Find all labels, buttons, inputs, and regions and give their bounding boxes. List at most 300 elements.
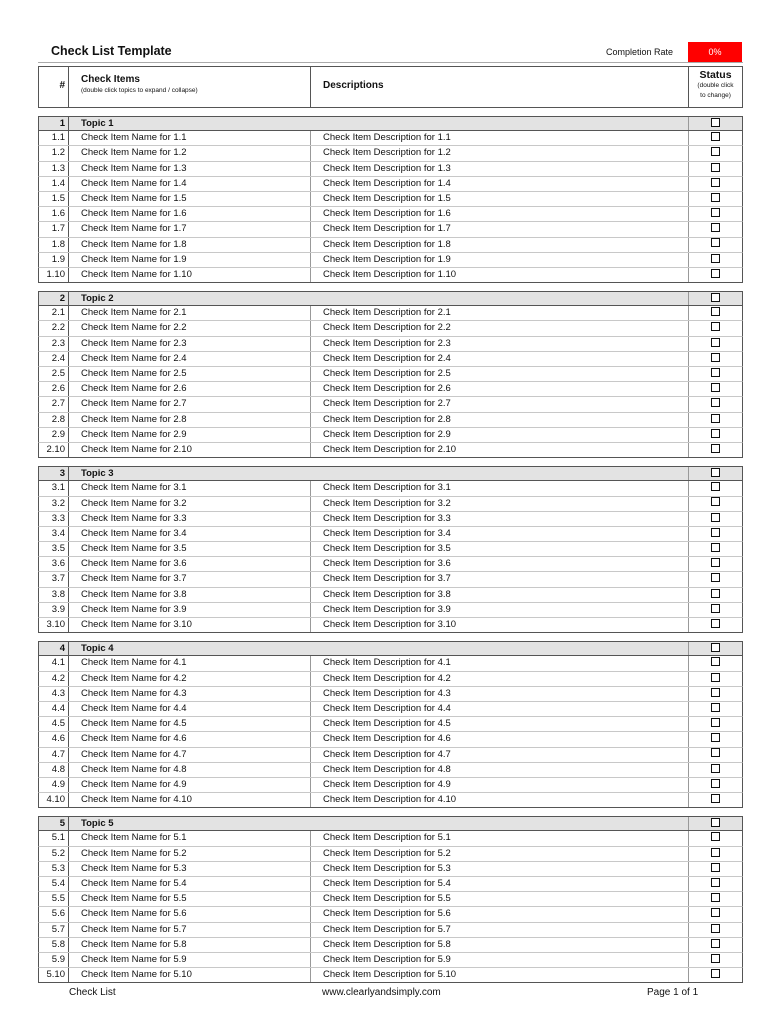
table-row (38, 732, 743, 747)
checkbox-icon[interactable] (711, 832, 720, 841)
item-number: 3.10 (39, 618, 69, 632)
table-row (38, 862, 743, 877)
table-row (38, 367, 743, 382)
item-description: Check Item Description for 1.10 (311, 268, 689, 282)
status-cell (689, 572, 742, 586)
table-row (38, 428, 743, 443)
item-number: 5.2 (39, 847, 69, 861)
table-row (38, 748, 743, 763)
table-row (38, 413, 743, 428)
item-name: Check Item Name for 1.9 (69, 253, 311, 267)
header-check-items (69, 67, 311, 107)
status-cell (689, 862, 742, 876)
status-cell (689, 907, 742, 921)
item-description: Check Item Description for 2.4 (311, 352, 689, 366)
status-cell (689, 953, 742, 967)
item-description: Check Item Description for 5.3 (311, 862, 689, 876)
item-name: Check Item Name for 3.2 (69, 497, 311, 511)
status-cell (689, 467, 742, 480)
item-description: Check Item Description for 5.5 (311, 892, 689, 906)
item-description: Check Item Description for 5.7 (311, 923, 689, 937)
item-number: 4.3 (39, 687, 69, 701)
header-check-items-label: Check Items (81, 74, 140, 85)
status-cell (689, 397, 742, 411)
table-row (38, 892, 743, 907)
item-name: Check Item Name for 5.10 (69, 968, 311, 982)
item-name: Check Item Name for 2.6 (69, 382, 311, 396)
table-row (38, 497, 743, 512)
status-cell (689, 732, 742, 746)
status-cell (689, 588, 742, 602)
checkbox-icon[interactable] (711, 497, 720, 506)
status-cell (689, 642, 742, 655)
status-cell (689, 443, 742, 457)
item-number: 3.6 (39, 557, 69, 571)
item-name: Check Item Name for 4.3 (69, 687, 311, 701)
table-row (38, 146, 743, 161)
checkbox-icon[interactable] (711, 764, 720, 773)
table-row (38, 877, 743, 892)
checkbox-icon[interactable] (711, 848, 720, 857)
checkbox-icon[interactable] (711, 543, 720, 552)
item-name: Check Item Name for 3.8 (69, 588, 311, 602)
table-row (38, 321, 743, 336)
item-number: 1.7 (39, 222, 69, 236)
table-row (38, 847, 743, 862)
page-title: Check List Template (51, 44, 172, 58)
table-row (38, 542, 743, 557)
checkbox-icon[interactable] (711, 223, 720, 232)
item-name: Check Item Name for 4.4 (69, 702, 311, 716)
checkbox-icon[interactable] (711, 338, 720, 347)
status-cell (689, 352, 742, 366)
status-cell (689, 557, 742, 571)
table-row (38, 938, 743, 953)
item-description: Check Item Description for 2.9 (311, 428, 689, 442)
item-name: Check Item Name for 4.7 (69, 748, 311, 762)
footer-left: Check List (69, 987, 116, 998)
table-row (38, 177, 743, 192)
item-name: Check Item Name for 1.7 (69, 222, 311, 236)
status-cell (689, 413, 742, 427)
item-number: 3.9 (39, 603, 69, 617)
item-number: 2.1 (39, 306, 69, 320)
table-row (38, 907, 743, 922)
checkbox-icon[interactable] (711, 307, 720, 316)
item-number: 4.10 (39, 793, 69, 807)
status-cell (689, 603, 742, 617)
table-row (38, 763, 743, 778)
item-name: Check Item Name for 2.10 (69, 443, 311, 457)
item-description: Check Item Description for 1.5 (311, 192, 689, 206)
status-cell (689, 892, 742, 906)
topic-row[interactable] (38, 641, 743, 656)
item-name: Check Item Name for 2.1 (69, 306, 311, 320)
item-number: 1.1 (39, 131, 69, 145)
topic-row[interactable] (38, 816, 743, 831)
item-name: Check Item Name for 2.3 (69, 337, 311, 351)
status-cell (689, 146, 742, 160)
status-cell (689, 817, 742, 830)
checkbox-icon[interactable] (711, 924, 720, 933)
checkbox-icon[interactable] (711, 118, 720, 127)
checkbox-icon[interactable] (711, 322, 720, 331)
item-number: 3.3 (39, 512, 69, 526)
checkbox-icon[interactable] (711, 558, 720, 567)
status-cell (689, 238, 742, 252)
item-number: 2.7 (39, 397, 69, 411)
item-number: 5.6 (39, 907, 69, 921)
table-row (38, 192, 743, 207)
item-name: Check Item Name for 2.9 (69, 428, 311, 442)
item-name: Check Item Name for 5.1 (69, 831, 311, 845)
item-description: Check Item Description for 2.2 (311, 321, 689, 335)
checkbox-icon[interactable] (711, 939, 720, 948)
item-name: Check Item Name for 4.10 (69, 793, 311, 807)
topic-group (38, 816, 743, 983)
item-number: 4.6 (39, 732, 69, 746)
table-row (38, 481, 743, 496)
item-description: Check Item Description for 3.7 (311, 572, 689, 586)
item-description: Check Item Description for 3.3 (311, 512, 689, 526)
item-number: 5.10 (39, 968, 69, 982)
status-cell (689, 253, 742, 267)
checkbox-icon[interactable] (711, 908, 720, 917)
table-row (38, 793, 743, 808)
topics-container (38, 116, 743, 983)
checkbox-icon[interactable] (711, 132, 720, 141)
table-row (38, 382, 743, 397)
table-row (38, 337, 743, 352)
topic-group (38, 641, 743, 808)
table-row (38, 603, 743, 618)
checkbox-icon[interactable] (711, 604, 720, 613)
item-name: Check Item Name for 1.5 (69, 192, 311, 206)
item-description: Check Item Description for 2.3 (311, 337, 689, 351)
status-cell (689, 831, 742, 845)
item-description: Check Item Description for 4.5 (311, 717, 689, 731)
table-row (38, 131, 743, 146)
item-name: Check Item Name for 4.9 (69, 778, 311, 792)
item-number: 4.7 (39, 748, 69, 762)
item-number: 3.5 (39, 542, 69, 556)
item-name: Check Item Name for 4.6 (69, 732, 311, 746)
item-name: Check Item Name for 3.5 (69, 542, 311, 556)
status-cell (689, 321, 742, 335)
item-number: 5.9 (39, 953, 69, 967)
checkbox-icon[interactable] (711, 718, 720, 727)
item-description: Check Item Description for 4.6 (311, 732, 689, 746)
item-description: Check Item Description for 2.6 (311, 382, 689, 396)
status-cell (689, 717, 742, 731)
topic-group (38, 116, 743, 283)
checkbox-icon[interactable] (711, 269, 720, 278)
table-row (38, 572, 743, 587)
table-row (38, 672, 743, 687)
checkbox-icon[interactable] (711, 429, 720, 438)
item-name: Check Item Name for 2.4 (69, 352, 311, 366)
item-description: Check Item Description for 4.1 (311, 656, 689, 670)
item-number: 3.4 (39, 527, 69, 541)
item-description: Check Item Description for 1.6 (311, 207, 689, 221)
item-name: Check Item Name for 1.10 (69, 268, 311, 282)
table-row (38, 238, 743, 253)
checkbox-icon[interactable] (711, 414, 720, 423)
topic-row[interactable] (38, 291, 743, 306)
status-cell (689, 306, 742, 320)
checkbox-icon[interactable] (711, 589, 720, 598)
table-row (38, 397, 743, 412)
item-number: 4.2 (39, 672, 69, 686)
item-number: 5.3 (39, 862, 69, 876)
checkbox-icon[interactable] (711, 619, 720, 628)
item-description: Check Item Description for 5.10 (311, 968, 689, 982)
topic-number: 3 (39, 467, 69, 480)
item-number: 2.4 (39, 352, 69, 366)
checkbox-icon[interactable] (711, 794, 720, 803)
checkbox-icon[interactable] (711, 733, 720, 742)
header-status-note-1: (double click (697, 82, 734, 89)
item-description: Check Item Description for 3.9 (311, 603, 689, 617)
item-name: Check Item Name for 3.4 (69, 527, 311, 541)
table-row (38, 968, 743, 983)
header-descriptions: Descriptions (311, 67, 689, 107)
item-number: 2.3 (39, 337, 69, 351)
item-description: Check Item Description for 1.1 (311, 131, 689, 145)
table-row (38, 557, 743, 572)
item-name: Check Item Name for 1.8 (69, 238, 311, 252)
item-number: 3.2 (39, 497, 69, 511)
checkbox-icon[interactable] (711, 779, 720, 788)
item-description: Check Item Description for 5.4 (311, 877, 689, 891)
status-cell (689, 292, 742, 305)
status-cell (689, 748, 742, 762)
item-number: 1.8 (39, 238, 69, 252)
status-cell (689, 512, 742, 526)
topic-row[interactable] (38, 466, 743, 481)
checkbox-icon[interactable] (711, 293, 720, 302)
item-name: Check Item Name for 5.7 (69, 923, 311, 937)
status-cell (689, 923, 742, 937)
table-row (38, 162, 743, 177)
item-description: Check Item Description for 4.2 (311, 672, 689, 686)
checkbox-icon[interactable] (711, 863, 720, 872)
status-cell (689, 497, 742, 511)
item-number: 2.2 (39, 321, 69, 335)
item-description: Check Item Description for 3.2 (311, 497, 689, 511)
status-cell (689, 117, 742, 130)
item-number: 2.5 (39, 367, 69, 381)
item-name: Check Item Name for 2.7 (69, 397, 311, 411)
item-description: Check Item Description for 3.4 (311, 527, 689, 541)
status-cell (689, 793, 742, 807)
topic-group (38, 466, 743, 633)
item-description: Check Item Description for 4.3 (311, 687, 689, 701)
status-cell (689, 428, 742, 442)
checkbox-icon[interactable] (711, 703, 720, 712)
checkbox-icon[interactable] (711, 178, 720, 187)
topic-number: 2 (39, 292, 69, 305)
topic-name: Topic 5 (69, 817, 689, 830)
checkbox-icon[interactable] (711, 657, 720, 666)
checkbox-icon[interactable] (711, 643, 720, 652)
item-number: 4.8 (39, 763, 69, 777)
item-number: 4.9 (39, 778, 69, 792)
item-number: 5.4 (39, 877, 69, 891)
item-description: Check Item Description for 4.7 (311, 748, 689, 762)
item-name: Check Item Name for 4.8 (69, 763, 311, 777)
item-description: Check Item Description for 3.8 (311, 588, 689, 602)
header-status-label: Status (699, 69, 732, 81)
topic-row[interactable] (38, 116, 743, 131)
item-number: 5.1 (39, 831, 69, 845)
footer-url: www.clearlyandsimply.com (322, 987, 441, 998)
topic-number: 4 (39, 642, 69, 655)
item-name: Check Item Name for 3.7 (69, 572, 311, 586)
status-cell (689, 207, 742, 221)
item-name: Check Item Name for 1.3 (69, 162, 311, 176)
item-number: 2.9 (39, 428, 69, 442)
status-cell (689, 162, 742, 176)
topic-name: Topic 3 (69, 467, 689, 480)
checkbox-icon[interactable] (711, 254, 720, 263)
checkbox-icon[interactable] (711, 969, 720, 978)
item-name: Check Item Name for 3.9 (69, 603, 311, 617)
item-number: 4.1 (39, 656, 69, 670)
table-row (38, 923, 743, 938)
status-cell (689, 367, 742, 381)
item-description: Check Item Description for 4.9 (311, 778, 689, 792)
status-cell (689, 778, 742, 792)
item-name: Check Item Name for 3.3 (69, 512, 311, 526)
table-row (38, 778, 743, 793)
table-row (38, 222, 743, 237)
item-name: Check Item Name for 5.3 (69, 862, 311, 876)
checkbox-icon[interactable] (711, 208, 720, 217)
table-row (38, 702, 743, 717)
checkbox-icon[interactable] (711, 878, 720, 887)
checkbox-icon[interactable] (711, 193, 720, 202)
header-number: # (39, 67, 69, 107)
item-description: Check Item Description for 1.8 (311, 238, 689, 252)
item-name: Check Item Name for 2.2 (69, 321, 311, 335)
item-description: Check Item Description for 5.8 (311, 938, 689, 952)
table-row (38, 618, 743, 633)
checkbox-icon[interactable] (711, 444, 720, 453)
item-name: Check Item Name for 5.9 (69, 953, 311, 967)
item-number: 3.7 (39, 572, 69, 586)
checklist-table (38, 66, 743, 983)
checkbox-icon[interactable] (711, 513, 720, 522)
item-description: Check Item Description for 2.1 (311, 306, 689, 320)
item-description: Check Item Description for 1.3 (311, 162, 689, 176)
item-name: Check Item Name for 3.10 (69, 618, 311, 632)
item-description: Check Item Description for 5.1 (311, 831, 689, 845)
item-number: 5.5 (39, 892, 69, 906)
item-name: Check Item Name for 1.1 (69, 131, 311, 145)
topic-number: 1 (39, 117, 69, 130)
item-number: 1.9 (39, 253, 69, 267)
item-name: Check Item Name for 5.2 (69, 847, 311, 861)
checkbox-icon[interactable] (711, 748, 720, 757)
checkbox-icon[interactable] (711, 468, 720, 477)
item-name: Check Item Name for 3.6 (69, 557, 311, 571)
checkbox-icon[interactable] (711, 383, 720, 392)
status-cell (689, 938, 742, 952)
completion-rate-label: Completion Rate (606, 47, 674, 57)
header-check-items-note: (double click topics to expand / collapse) (81, 87, 198, 94)
item-name: Check Item Name for 5.6 (69, 907, 311, 921)
item-number: 5.7 (39, 923, 69, 937)
checkbox-icon[interactable] (711, 482, 720, 491)
checkbox-icon[interactable] (711, 398, 720, 407)
item-name: Check Item Name for 4.2 (69, 672, 311, 686)
item-number: 3.1 (39, 481, 69, 495)
table-row (38, 588, 743, 603)
item-description: Check Item Description for 3.6 (311, 557, 689, 571)
status-cell (689, 672, 742, 686)
item-number: 1.3 (39, 162, 69, 176)
checkbox-icon[interactable] (711, 818, 720, 827)
item-description: Check Item Description for 1.7 (311, 222, 689, 236)
topic-name: Topic 2 (69, 292, 689, 305)
topic-group (38, 291, 743, 458)
status-cell (689, 702, 742, 716)
item-number: 2.10 (39, 443, 69, 457)
item-number: 1.4 (39, 177, 69, 191)
status-cell (689, 527, 742, 541)
checkbox-icon[interactable] (711, 238, 720, 247)
checkbox-icon[interactable] (711, 688, 720, 697)
item-description: Check Item Description for 5.2 (311, 847, 689, 861)
status-cell (689, 131, 742, 145)
checkbox-icon[interactable] (711, 147, 720, 156)
item-number: 2.8 (39, 413, 69, 427)
topic-name: Topic 1 (69, 117, 689, 130)
checkbox-icon[interactable] (711, 673, 720, 682)
table-row (38, 527, 743, 542)
table-row (38, 352, 743, 367)
item-description: Check Item Description for 3.1 (311, 481, 689, 495)
item-name: Check Item Name for 2.5 (69, 367, 311, 381)
checkbox-icon[interactable] (711, 368, 720, 377)
table-row (38, 953, 743, 968)
item-description: Check Item Description for 2.10 (311, 443, 689, 457)
item-description: Check Item Description for 4.8 (311, 763, 689, 777)
status-cell (689, 763, 742, 777)
status-cell (689, 481, 742, 495)
item-number: 5.8 (39, 938, 69, 952)
checkbox-icon[interactable] (711, 528, 720, 537)
item-number: 2.6 (39, 382, 69, 396)
status-cell (689, 877, 742, 891)
status-cell (689, 268, 742, 282)
checkbox-icon[interactable] (711, 353, 720, 362)
table-row (38, 253, 743, 268)
checkbox-icon[interactable] (711, 163, 720, 172)
status-cell (689, 382, 742, 396)
status-cell (689, 222, 742, 236)
status-cell (689, 687, 742, 701)
checkbox-icon[interactable] (711, 893, 720, 902)
checkbox-icon[interactable] (711, 573, 720, 582)
checkbox-icon[interactable] (711, 954, 720, 963)
item-description: Check Item Description for 2.5 (311, 367, 689, 381)
item-description: Check Item Description for 3.5 (311, 542, 689, 556)
status-cell (689, 847, 742, 861)
item-name: Check Item Name for 5.5 (69, 892, 311, 906)
status-cell (689, 968, 742, 982)
